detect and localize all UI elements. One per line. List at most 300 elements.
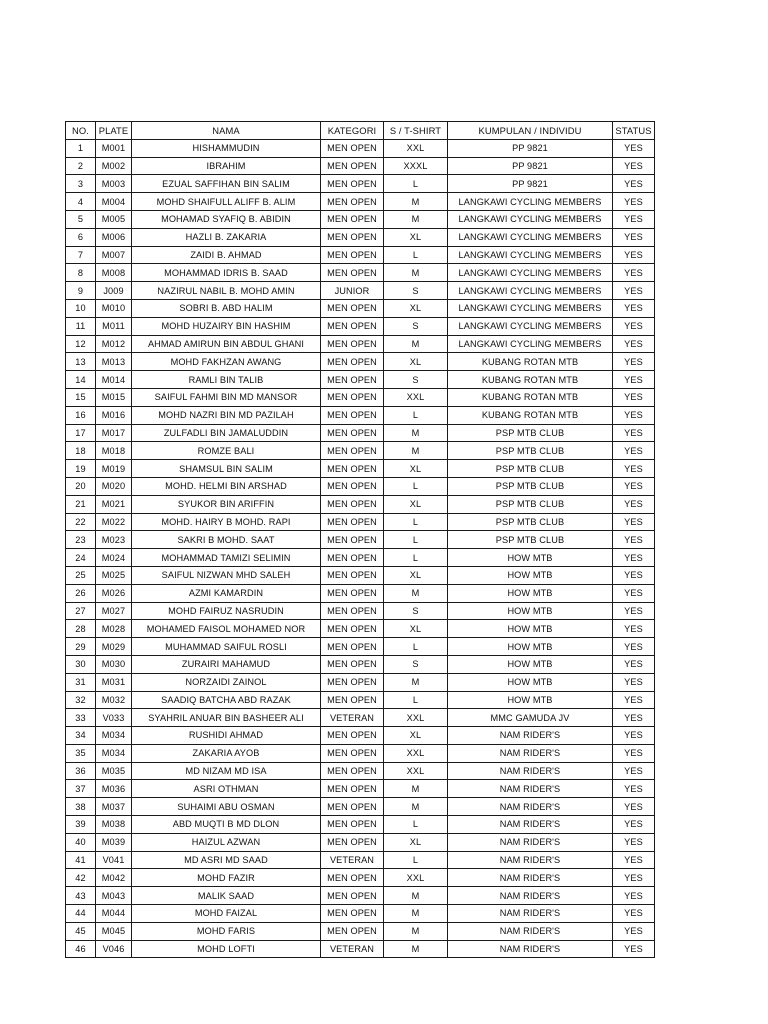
cell-status: YES xyxy=(613,442,655,460)
table-row xyxy=(66,566,655,584)
cell-kategori: MEN OPEN xyxy=(321,246,384,264)
cell-no: 29 xyxy=(66,638,96,656)
cell-kumpulan: KUBANG ROTAN MTB xyxy=(448,371,613,389)
cell-kategori: MEN OPEN xyxy=(321,638,384,656)
cell-tshirt-size: XL xyxy=(384,299,448,317)
cell-plate: M023 xyxy=(96,531,132,549)
cell-plate: M045 xyxy=(96,922,132,940)
cell-status: YES xyxy=(613,744,655,762)
table-row xyxy=(66,460,655,478)
cell-tshirt-size: XL xyxy=(384,833,448,851)
cell-kumpulan: PSP MTB CLUB xyxy=(448,477,613,495)
table-row xyxy=(66,602,655,620)
cell-plate: M027 xyxy=(96,602,132,620)
table-row xyxy=(66,335,655,353)
cell-no: 45 xyxy=(66,922,96,940)
cell-nama: ASRI OTHMAN xyxy=(132,780,321,798)
cell-status: YES xyxy=(613,638,655,656)
cell-no: 37 xyxy=(66,780,96,798)
cell-tshirt-size: XXL xyxy=(384,762,448,780)
cell-nama: HAIZUL AZWAN xyxy=(132,833,321,851)
cell-kumpulan: NAM RIDER'S xyxy=(448,869,613,887)
cell-plate: M044 xyxy=(96,905,132,923)
cell-tshirt-size: S xyxy=(384,371,448,389)
cell-nama: MOHD FAZIR xyxy=(132,869,321,887)
cell-no: 20 xyxy=(66,477,96,495)
cell-tshirt-size: M xyxy=(384,673,448,691)
cell-nama: MOHD HUZAIRY BIN HASHIM xyxy=(132,317,321,335)
cell-plate: M012 xyxy=(96,335,132,353)
cell-plate: M007 xyxy=(96,246,132,264)
cell-status: YES xyxy=(613,584,655,602)
cell-no: 39 xyxy=(66,816,96,834)
cell-kategori: MEN OPEN xyxy=(321,887,384,905)
cell-kategori: MEN OPEN xyxy=(321,691,384,709)
header-kategori: KATEGORI xyxy=(321,122,384,140)
cell-plate: V041 xyxy=(96,851,132,869)
cell-kategori: MEN OPEN xyxy=(321,620,384,638)
cell-kategori: MEN OPEN xyxy=(321,228,384,246)
cell-kumpulan: PSP MTB CLUB xyxy=(448,442,613,460)
table-row xyxy=(66,851,655,869)
cell-kategori: MEN OPEN xyxy=(321,460,384,478)
cell-no: 26 xyxy=(66,584,96,602)
header-plate: PLATE xyxy=(96,122,132,140)
cell-tshirt-size: M xyxy=(384,584,448,602)
cell-nama: MD ASRI MD SAAD xyxy=(132,851,321,869)
table-row xyxy=(66,175,655,193)
cell-plate: M043 xyxy=(96,887,132,905)
cell-no: 33 xyxy=(66,709,96,727)
cell-plate: M019 xyxy=(96,460,132,478)
cell-nama: RUSHIDI AHMAD xyxy=(132,727,321,745)
cell-kategori: MEN OPEN xyxy=(321,371,384,389)
cell-tshirt-size: M xyxy=(384,905,448,923)
cell-tshirt-size: XL xyxy=(384,460,448,478)
cell-nama: AZMI KAMARDIN xyxy=(132,584,321,602)
cell-status: YES xyxy=(613,851,655,869)
cell-status: YES xyxy=(613,246,655,264)
header-nama: NAMA xyxy=(132,122,321,140)
table-row xyxy=(66,638,655,656)
cell-plate: M034 xyxy=(96,727,132,745)
cell-tshirt-size: L xyxy=(384,513,448,531)
cell-no: 25 xyxy=(66,566,96,584)
table-row xyxy=(66,477,655,495)
cell-nama: HAZLI B. ZAKARIA xyxy=(132,228,321,246)
cell-plate: M001 xyxy=(96,139,132,157)
cell-status: YES xyxy=(613,228,655,246)
cell-tshirt-size: L xyxy=(384,477,448,495)
cell-kategori: MEN OPEN xyxy=(321,442,384,460)
cell-kumpulan: NAM RIDER'S xyxy=(448,833,613,851)
cell-status: YES xyxy=(613,922,655,940)
cell-kumpulan: PSP MTB CLUB xyxy=(448,513,613,531)
cell-nama: NORZAIDI ZAINOL xyxy=(132,673,321,691)
cell-status: YES xyxy=(613,549,655,567)
cell-kategori: MEN OPEN xyxy=(321,210,384,228)
cell-nama: SAADIQ BATCHA ABD RAZAK xyxy=(132,691,321,709)
cell-plate: J009 xyxy=(96,282,132,300)
cell-status: YES xyxy=(613,513,655,531)
cell-status: YES xyxy=(613,335,655,353)
cell-nama: ZAKARIA AYOB xyxy=(132,744,321,762)
cell-plate: M032 xyxy=(96,691,132,709)
cell-nama: MOHAMMAD IDRIS B. SAAD xyxy=(132,264,321,282)
cell-no: 43 xyxy=(66,887,96,905)
header-no: NO. xyxy=(66,122,96,140)
cell-kumpulan: HOW MTB xyxy=(448,620,613,638)
cell-status: YES xyxy=(613,175,655,193)
cell-no: 9 xyxy=(66,282,96,300)
cell-no: 40 xyxy=(66,833,96,851)
cell-kategori: MEN OPEN xyxy=(321,317,384,335)
cell-nama: ROMZE BALI xyxy=(132,442,321,460)
cell-plate: M029 xyxy=(96,638,132,656)
table-row xyxy=(66,406,655,424)
cell-kategori: MEN OPEN xyxy=(321,264,384,282)
cell-plate: M010 xyxy=(96,299,132,317)
cell-status: YES xyxy=(613,406,655,424)
cell-kategori: MEN OPEN xyxy=(321,335,384,353)
cell-plate: M042 xyxy=(96,869,132,887)
table-row xyxy=(66,816,655,834)
cell-tshirt-size: L xyxy=(384,175,448,193)
table-row xyxy=(66,299,655,317)
cell-nama: MOHD FAKHZAN AWANG xyxy=(132,353,321,371)
cell-kumpulan: LANGKAWI CYCLING MEMBERS xyxy=(448,228,613,246)
cell-tshirt-size: XL xyxy=(384,566,448,584)
cell-kumpulan: KUBANG ROTAN MTB xyxy=(448,388,613,406)
cell-status: YES xyxy=(613,673,655,691)
table-row xyxy=(66,193,655,211)
cell-kategori: MEN OPEN xyxy=(321,780,384,798)
cell-status: YES xyxy=(613,299,655,317)
cell-kumpulan: LANGKAWI CYCLING MEMBERS xyxy=(448,193,613,211)
cell-status: YES xyxy=(613,905,655,923)
table-row xyxy=(66,869,655,887)
cell-status: YES xyxy=(613,157,655,175)
cell-kategori: MEN OPEN xyxy=(321,388,384,406)
cell-plate: M036 xyxy=(96,780,132,798)
cell-plate: M016 xyxy=(96,406,132,424)
table-row xyxy=(66,798,655,816)
cell-kumpulan: PP 9821 xyxy=(448,157,613,175)
table-row xyxy=(66,744,655,762)
cell-kumpulan: PSP MTB CLUB xyxy=(448,531,613,549)
table-row xyxy=(66,691,655,709)
cell-nama: SHAMSUL BIN SALIM xyxy=(132,460,321,478)
cell-tshirt-size: S xyxy=(384,282,448,300)
cell-plate: V033 xyxy=(96,709,132,727)
table-row xyxy=(66,157,655,175)
cell-no: 36 xyxy=(66,762,96,780)
table-row xyxy=(66,513,655,531)
cell-no: 1 xyxy=(66,139,96,157)
table-header-row xyxy=(66,122,655,140)
cell-no: 3 xyxy=(66,175,96,193)
table-row xyxy=(66,833,655,851)
cell-kumpulan: PSP MTB CLUB xyxy=(448,495,613,513)
cell-kategori: MEN OPEN xyxy=(321,744,384,762)
cell-no: 16 xyxy=(66,406,96,424)
cell-nama: SYUKOR BIN ARIFFIN xyxy=(132,495,321,513)
cell-tshirt-size: XXL xyxy=(384,869,448,887)
cell-tshirt-size: M xyxy=(384,335,448,353)
cell-kategori: MEN OPEN xyxy=(321,673,384,691)
table-row xyxy=(66,264,655,282)
cell-status: YES xyxy=(613,353,655,371)
cell-tshirt-size: XXL xyxy=(384,388,448,406)
cell-kategori: MEN OPEN xyxy=(321,816,384,834)
cell-plate: M028 xyxy=(96,620,132,638)
cell-tshirt-size: XL xyxy=(384,620,448,638)
cell-kumpulan: NAM RIDER'S xyxy=(448,940,613,958)
cell-kumpulan: LANGKAWI CYCLING MEMBERS xyxy=(448,264,613,282)
cell-kumpulan: LANGKAWI CYCLING MEMBERS xyxy=(448,335,613,353)
table-row xyxy=(66,388,655,406)
table-row xyxy=(66,371,655,389)
cell-status: YES xyxy=(613,282,655,300)
cell-kategori: VETERAN xyxy=(321,709,384,727)
cell-kumpulan: HOW MTB xyxy=(448,655,613,673)
cell-nama: MOHD NAZRI BIN MD PAZILAH xyxy=(132,406,321,424)
cell-tshirt-size: XXL xyxy=(384,709,448,727)
cell-status: YES xyxy=(613,780,655,798)
cell-kumpulan: PP 9821 xyxy=(448,175,613,193)
cell-kumpulan: PSP MTB CLUB xyxy=(448,460,613,478)
cell-plate: M017 xyxy=(96,424,132,442)
cell-kategori: VETERAN xyxy=(321,940,384,958)
cell-plate: M022 xyxy=(96,513,132,531)
cell-plate: M031 xyxy=(96,673,132,691)
cell-kumpulan: NAM RIDER'S xyxy=(448,851,613,869)
cell-plate: M013 xyxy=(96,353,132,371)
cell-status: YES xyxy=(613,620,655,638)
cell-no: 44 xyxy=(66,905,96,923)
cell-plate: M008 xyxy=(96,264,132,282)
table-row xyxy=(66,780,655,798)
cell-tshirt-size: L xyxy=(384,531,448,549)
cell-no: 41 xyxy=(66,851,96,869)
cell-nama: MOHD LOFTI xyxy=(132,940,321,958)
table-row xyxy=(66,709,655,727)
cell-status: YES xyxy=(613,531,655,549)
cell-nama: RAMLI BIN TALIB xyxy=(132,371,321,389)
cell-plate: M005 xyxy=(96,210,132,228)
cell-kumpulan: HOW MTB xyxy=(448,691,613,709)
cell-kumpulan: LANGKAWI CYCLING MEMBERS xyxy=(448,317,613,335)
cell-kategori: MEN OPEN xyxy=(321,762,384,780)
table-row xyxy=(66,620,655,638)
cell-status: YES xyxy=(613,371,655,389)
cell-tshirt-size: M xyxy=(384,210,448,228)
cell-nama: SAIFUL NIZWAN MHD SALEH xyxy=(132,566,321,584)
cell-status: YES xyxy=(613,940,655,958)
cell-no: 7 xyxy=(66,246,96,264)
cell-kategori: MEN OPEN xyxy=(321,175,384,193)
cell-kategori: MEN OPEN xyxy=(321,566,384,584)
cell-kumpulan: HOW MTB xyxy=(448,602,613,620)
cell-kategori: MEN OPEN xyxy=(321,833,384,851)
document-page xyxy=(65,121,655,958)
cell-kumpulan: MMC GAMUDA JV xyxy=(448,709,613,727)
cell-kumpulan: LANGKAWI CYCLING MEMBERS xyxy=(448,299,613,317)
cell-plate: M020 xyxy=(96,477,132,495)
cell-status: YES xyxy=(613,655,655,673)
cell-nama: ZULFADLI BIN JAMALUDDIN xyxy=(132,424,321,442)
cell-nama: MOHAMED FAISOL MOHAMED NOR xyxy=(132,620,321,638)
cell-kumpulan: PSP MTB CLUB xyxy=(448,424,613,442)
cell-kategori: JUNIOR xyxy=(321,282,384,300)
cell-plate: M025 xyxy=(96,566,132,584)
cell-nama: MALIK SAAD xyxy=(132,887,321,905)
cell-kumpulan: NAM RIDER'S xyxy=(448,905,613,923)
cell-nama: ZURAIRI MAHAMUD xyxy=(132,655,321,673)
table-row xyxy=(66,762,655,780)
cell-status: YES xyxy=(613,566,655,584)
cell-status: YES xyxy=(613,833,655,851)
cell-kumpulan: HOW MTB xyxy=(448,566,613,584)
cell-no: 14 xyxy=(66,371,96,389)
cell-kumpulan: NAM RIDER'S xyxy=(448,780,613,798)
cell-plate: M006 xyxy=(96,228,132,246)
cell-tshirt-size: S xyxy=(384,655,448,673)
cell-kategori: MEN OPEN xyxy=(321,727,384,745)
cell-tshirt-size: L xyxy=(384,816,448,834)
table-row xyxy=(66,905,655,923)
header-kumpulan: KUMPULAN / INDIVIDU xyxy=(448,122,613,140)
cell-nama: MOHAMMAD TAMIZI SELIMIN xyxy=(132,549,321,567)
cell-tshirt-size: XXL xyxy=(384,139,448,157)
header-tshirt-size: S / T-SHIRT xyxy=(384,122,448,140)
cell-nama: ABD MUQTI B MD DLON xyxy=(132,816,321,834)
cell-kumpulan: NAM RIDER'S xyxy=(448,798,613,816)
cell-kategori: MEN OPEN xyxy=(321,869,384,887)
table-row xyxy=(66,353,655,371)
cell-tshirt-size: M xyxy=(384,442,448,460)
cell-no: 35 xyxy=(66,744,96,762)
cell-no: 28 xyxy=(66,620,96,638)
cell-nama: HISHAMMUDIN xyxy=(132,139,321,157)
cell-kumpulan: NAM RIDER'S xyxy=(448,727,613,745)
cell-kategori: MEN OPEN xyxy=(321,549,384,567)
cell-kumpulan: HOW MTB xyxy=(448,584,613,602)
cell-status: YES xyxy=(613,460,655,478)
table-row xyxy=(66,282,655,300)
cell-plate: M024 xyxy=(96,549,132,567)
cell-no: 23 xyxy=(66,531,96,549)
cell-tshirt-size: M xyxy=(384,424,448,442)
cell-kumpulan: NAM RIDER'S xyxy=(448,816,613,834)
cell-tshirt-size: M xyxy=(384,887,448,905)
cell-no: 17 xyxy=(66,424,96,442)
table-row xyxy=(66,317,655,335)
cell-no: 18 xyxy=(66,442,96,460)
cell-kategori: VETERAN xyxy=(321,851,384,869)
cell-nama: SAIFUL FAHMI BIN MD MANSOR xyxy=(132,388,321,406)
cell-nama: MOHD FAIRUZ NASRUDIN xyxy=(132,602,321,620)
cell-nama: MD NIZAM MD ISA xyxy=(132,762,321,780)
cell-status: YES xyxy=(613,869,655,887)
cell-nama: MOHD FARIS xyxy=(132,922,321,940)
cell-kategori: MEN OPEN xyxy=(321,193,384,211)
table-row xyxy=(66,442,655,460)
cell-kumpulan: NAM RIDER'S xyxy=(448,744,613,762)
cell-no: 24 xyxy=(66,549,96,567)
cell-no: 8 xyxy=(66,264,96,282)
cell-no: 30 xyxy=(66,655,96,673)
cell-kategori: MEN OPEN xyxy=(321,406,384,424)
cell-plate: M011 xyxy=(96,317,132,335)
cell-kategori: MEN OPEN xyxy=(321,139,384,157)
cell-no: 27 xyxy=(66,602,96,620)
cell-tshirt-size: L xyxy=(384,638,448,656)
cell-kategori: MEN OPEN xyxy=(321,798,384,816)
table-row xyxy=(66,940,655,958)
cell-status: YES xyxy=(613,762,655,780)
cell-kategori: MEN OPEN xyxy=(321,513,384,531)
cell-status: YES xyxy=(613,193,655,211)
table-row xyxy=(66,228,655,246)
cell-kumpulan: HOW MTB xyxy=(448,549,613,567)
cell-tshirt-size: XL xyxy=(384,228,448,246)
cell-status: YES xyxy=(613,727,655,745)
cell-no: 22 xyxy=(66,513,96,531)
cell-tshirt-size: L xyxy=(384,851,448,869)
header-status: STATUS xyxy=(613,122,655,140)
cell-kategori: MEN OPEN xyxy=(321,531,384,549)
table-row xyxy=(66,246,655,264)
cell-plate: M021 xyxy=(96,495,132,513)
cell-status: YES xyxy=(613,264,655,282)
cell-kategori: MEN OPEN xyxy=(321,477,384,495)
cell-kumpulan: NAM RIDER'S xyxy=(448,887,613,905)
cell-kumpulan: LANGKAWI CYCLING MEMBERS xyxy=(448,210,613,228)
cell-plate: M015 xyxy=(96,388,132,406)
cell-plate: M002 xyxy=(96,157,132,175)
table-row xyxy=(66,922,655,940)
cell-kumpulan: HOW MTB xyxy=(448,638,613,656)
cell-kumpulan: PP 9821 xyxy=(448,139,613,157)
cell-status: YES xyxy=(613,424,655,442)
cell-no: 5 xyxy=(66,210,96,228)
table-row xyxy=(66,584,655,602)
cell-plate: M039 xyxy=(96,833,132,851)
cell-plate: M003 xyxy=(96,175,132,193)
cell-nama: MOHD FAIZAL xyxy=(132,905,321,923)
cell-nama: MOHD. HAIRY B MOHD. RAPI xyxy=(132,513,321,531)
cell-plate: V046 xyxy=(96,940,132,958)
cell-kumpulan: NAM RIDER'S xyxy=(448,922,613,940)
cell-plate: M018 xyxy=(96,442,132,460)
cell-tshirt-size: M xyxy=(384,798,448,816)
cell-no: 13 xyxy=(66,353,96,371)
cell-status: YES xyxy=(613,709,655,727)
cell-status: YES xyxy=(613,816,655,834)
cell-kumpulan: LANGKAWI CYCLING MEMBERS xyxy=(448,246,613,264)
table-row xyxy=(66,424,655,442)
cell-nama: ZAIDI B. AHMAD xyxy=(132,246,321,264)
cell-status: YES xyxy=(613,798,655,816)
table-row xyxy=(66,887,655,905)
cell-nama: MUHAMMAD SAIFUL ROSLI xyxy=(132,638,321,656)
cell-kumpulan: HOW MTB xyxy=(448,673,613,691)
cell-kumpulan: NAM RIDER'S xyxy=(448,762,613,780)
table-row xyxy=(66,549,655,567)
cell-nama: NAZIRUL NABIL B. MOHD AMIN xyxy=(132,282,321,300)
cell-tshirt-size: L xyxy=(384,246,448,264)
